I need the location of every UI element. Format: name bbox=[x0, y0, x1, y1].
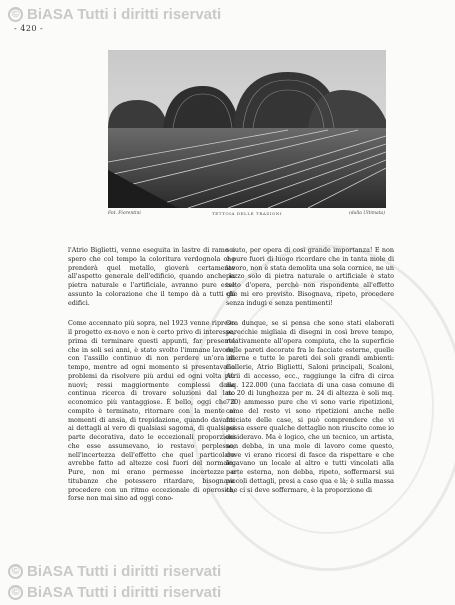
text-column-left bbox=[68, 246, 235, 503]
watermark-bottom-repeat bbox=[0, 581, 455, 603]
photo-caption-right: (dalla Ultimata) bbox=[349, 211, 385, 216]
paragraph: Ora dunque, se si pensa che sono stati elaborati parecchie migliaia di disegni in così breve tempo, relativamente all'opera compiuta, che la superficie delle pareti decorate fra le facciate esterne, quelle interne e tutte le pareti dei soli grandi ambienti: Gallerie, Atrio Biglietti, Saloni principali, Scaloni, Atrii di accesso, ecc., raggiunge la cifra di circa mq. 122.000 (una facciata di una casa comune di m. 20 di lunghezza per m. 24 di altezza è soli mq. 720) ammesso pure che vi sono varie ripetizioni, come del resto vi sono ripetizioni anche nelle facciate delle case, si può comprendere che vi possa essere qualche dettaglio non riuscito come io desideravo. Ma è logico, che un tecnico, un artista, non debba, in una mole di lavoro come questo, dove vi erano ricorsi di fasce da rispettare e che legavano un locale al altro e tutti vincolati alla parte esterna, non debba, ripeto, soffermarsi sui piccoli dettagli, presi a caso qua e là; è sulla massa che ci si deve soffermare, è la proporzione di bbox=[226, 319, 394, 494]
watermark-text: BiASA Tutti i diritti riservati bbox=[27, 5, 222, 23]
copyright-icon: © bbox=[8, 7, 23, 22]
photo-caption-left: Fot. Fiorentini bbox=[108, 211, 141, 216]
photo-caption-title: TETTOIA DELLE TRAZIONI bbox=[212, 211, 283, 216]
paragraph: l'Atrio Biglietti, venne eseguita in lastre di rame e spero che col tempo la coloritura verdognola che prenderà quel metallo, gioverà certamente all'aspetto generale dell'edificio, quando anche la pietra naturale e l'artificiale, avranno pure esse assunto la colorazione che il tempo dà a tutti gli edifici. bbox=[68, 246, 235, 307]
text-column-right bbox=[226, 246, 394, 494]
watermark-top bbox=[0, 3, 455, 25]
copyright-icon: © bbox=[8, 564, 23, 579]
copyright-icon: © bbox=[8, 585, 23, 600]
paragraph: Come accennato più sopra, nel 1923 venne ripreso il progetto ex-novo e non è certo privo di interesse, prima di terminare questi appunti, far presente che in soli sei anni, è stato svolto l'immane lavoro, con l'assillo continuo di non perdere un'ora di tempo, mentre ad ogni momento si presentavano problemi da risolvere più ardui ed ogni volta più nuovi; ressi maggiormente complessi dalla continua ricerca di trovare soluzioni dal lato economico più vantaggiose. È bello, oggi che il compito è terminato, ritornare con la mente ai momenti di ansia, di trepidazione, quando davanti ai dettagli al vero di qualsiasi sagoma, di qualsiasi parte decorativa, dato le eccezionali proporzioni che esse assumevano, io restavo perplesso, nell'incertezza dell'effetto che quel particolare avrebbe fatto ad altezze così fuori del normale. Pure, non mi erano permesse incertezze e titubanze che potessero ritardare, bisognava procedere con un ritmo eccezionale di operosità, forse non mai sino ad oggi cono- bbox=[68, 319, 235, 503]
watermark-text: BiASA Tutti i diritti riservati bbox=[27, 583, 222, 601]
watermark-text: BiASA Tutti i diritti riservati bbox=[27, 562, 222, 580]
page-number: - 420 - bbox=[14, 24, 44, 33]
station-roof-photo bbox=[108, 50, 386, 208]
paragraph: sciuto, per opera di così grande importanza! E non è pure fuori di luogo ricordare che in tanta mole di lavoro, non è stata demolita una sola cornice, ne un pezzo solo di pietra naturale o artificiale è stato tolto d'opera, perchè non rispondente all'effetto che mi ero previsto. Bisognava, ripeto, procedere senza indugi e senza pentimenti! bbox=[226, 246, 394, 307]
watermark-bottom bbox=[0, 560, 455, 582]
